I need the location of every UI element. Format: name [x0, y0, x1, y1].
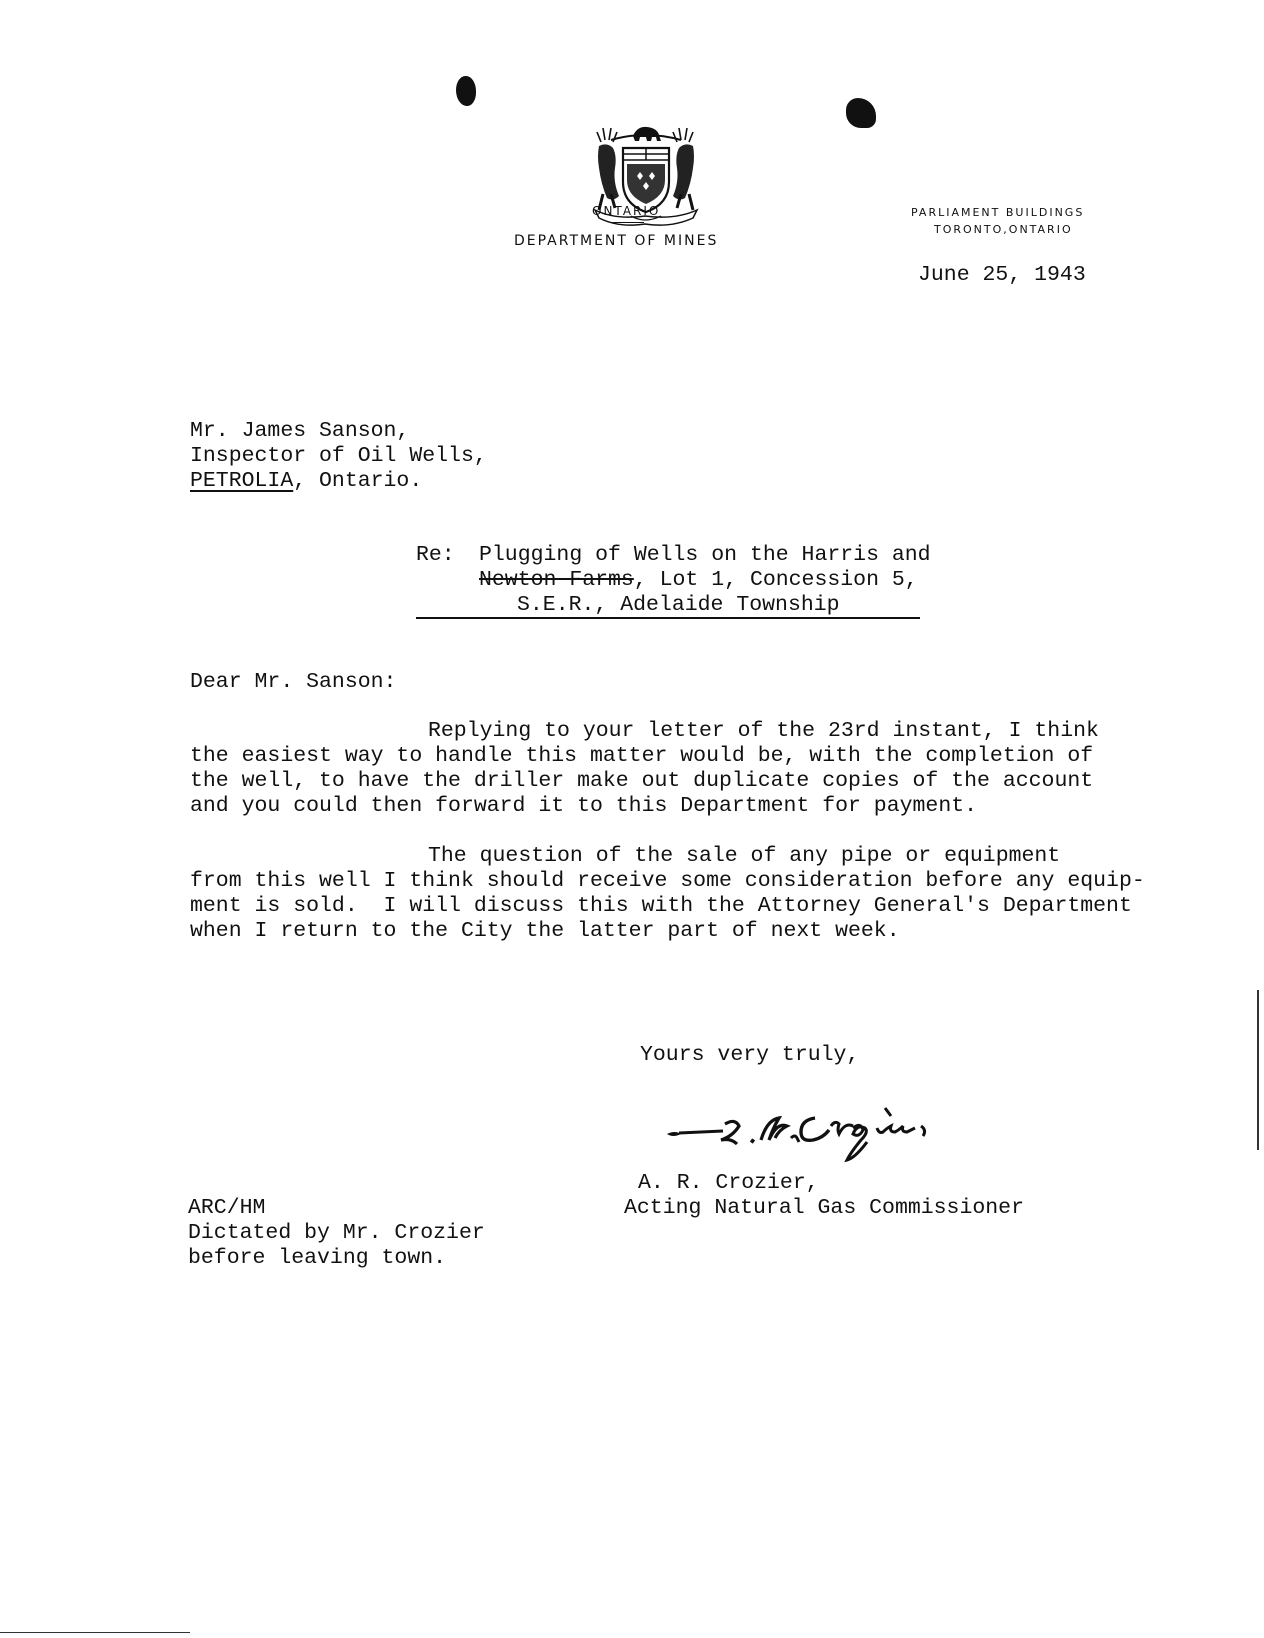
- letterhead-rule: [610, 222, 644, 223]
- recipient-city: PETROLIA: [190, 469, 294, 493]
- body-p1-line4: and you could then forward it to this Department for payment.: [190, 794, 978, 818]
- body-p1-line2: the easiest way to handle this matter would be, with the completion of: [190, 744, 1094, 768]
- recipient-province: , Ontario.: [293, 469, 423, 493]
- signer-title: Acting Natural Gas Commissioner: [624, 1196, 1024, 1220]
- handwritten-signature-icon: [665, 1100, 1005, 1170]
- letter-date: June 25, 1943: [918, 263, 1086, 287]
- subject-line2: [479, 568, 918, 593]
- body-p1-line1: Replying to your letter of the 23rd instant, I think: [428, 719, 1099, 743]
- recipient-line1: Mr. James Sanson,: [190, 419, 410, 443]
- reference-note-line1: Dictated by Mr. Crozier: [188, 1221, 485, 1245]
- scan-edge-line: [1257, 990, 1259, 1150]
- body-p2-line2: from this well I think should receive some consideration before any equip-: [190, 869, 1145, 893]
- signature: [646, 1082, 986, 1152]
- body-p2-line4: when I return to the City the latter part of next week.: [190, 919, 900, 943]
- scan-bottom-line: [0, 1632, 190, 1633]
- letterhead-address-line1: PARLIAMENT BUILDINGS: [911, 206, 1085, 219]
- letterhead-address-line2: TORONTO,ONTARIO: [934, 223, 1073, 236]
- body-p2-line1: The question of the sale of any pipe or equipment: [428, 844, 1061, 868]
- salutation: Dear Mr. Sanson:: [190, 670, 397, 694]
- punch-hole-right: [846, 98, 876, 128]
- reference-note-line2: before leaving town.: [188, 1246, 447, 1270]
- subject-line2-rest: , Lot 1, Concession 5,: [633, 568, 918, 592]
- recipient-city-line: [190, 469, 422, 494]
- subject-line3: S.E.R., Adelaide Township: [517, 593, 840, 617]
- subject-struck-text: Newton Farms: [479, 568, 634, 592]
- letterhead-crest: [568, 102, 686, 208]
- body-p2-line3: ment is sold. I will discuss this with the Attorney General's Department: [190, 894, 1132, 918]
- letterhead-province: ONTARIO: [592, 204, 661, 218]
- subject-label: Re:: [416, 543, 455, 567]
- punch-hole-left: [456, 76, 476, 106]
- reference-initials: ARC/HM: [188, 1196, 266, 1220]
- signer-name: A. R. Crozier,: [638, 1171, 819, 1195]
- recipient-line2: Inspector of Oil Wells,: [190, 444, 487, 468]
- letterhead-department: DEPARTMENT OF MINES: [514, 233, 719, 249]
- subject-line1: Plugging of Wells on the Harris and: [479, 543, 931, 567]
- subject-underline: [416, 617, 920, 619]
- closing: Yours very truly,: [640, 1043, 860, 1067]
- body-p1-line3: the well, to have the driller make out duplicate copies of the account: [190, 769, 1094, 793]
